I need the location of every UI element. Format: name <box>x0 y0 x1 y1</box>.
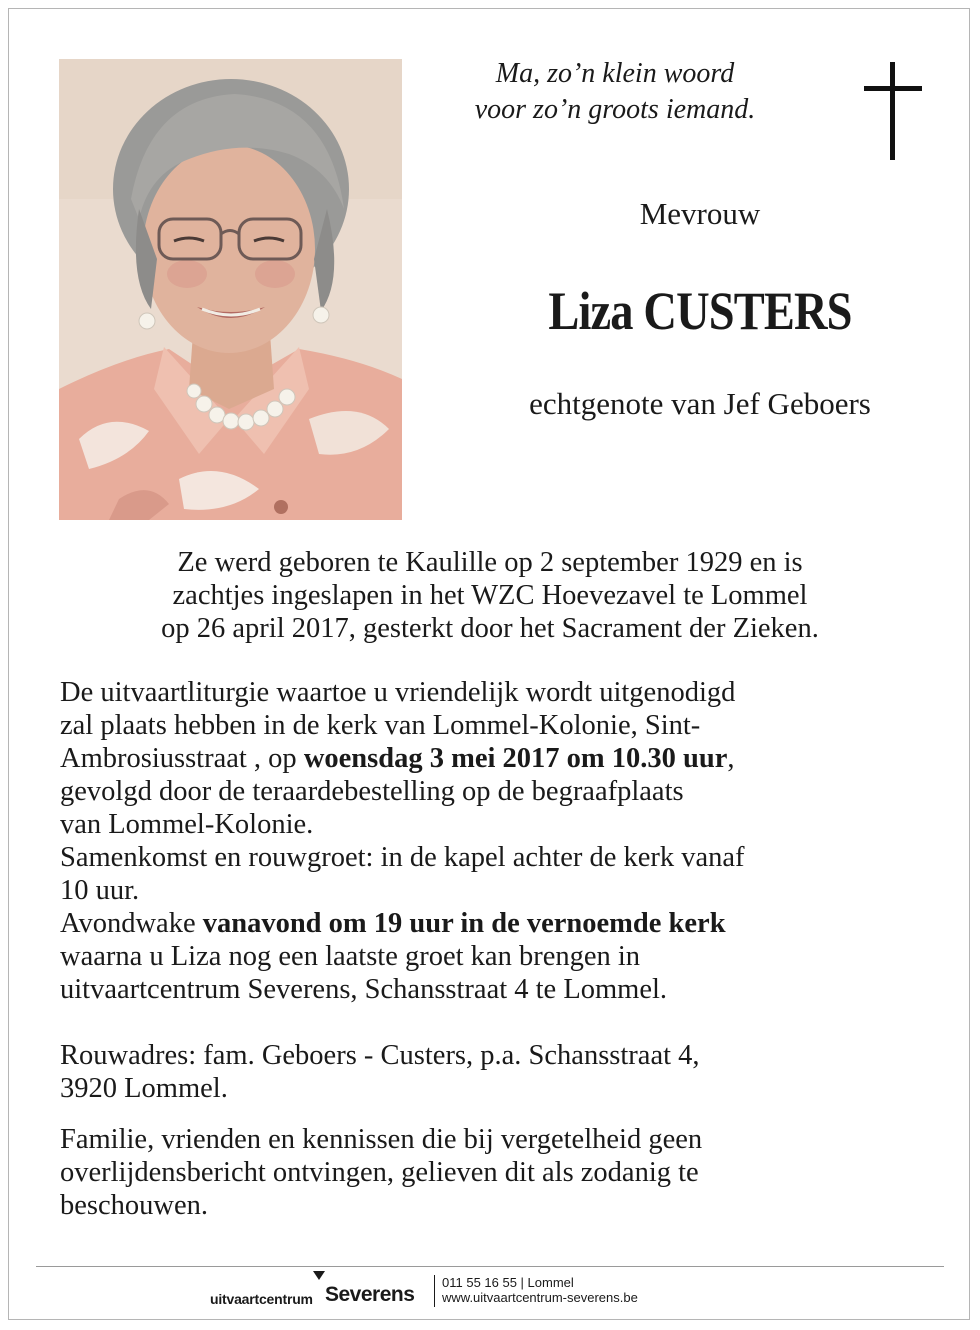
funeral-line-5: van Lommel-Kolonie. <box>60 809 314 840</box>
wake-datetime: vanavond om 19 uur in de vernoemde kerk <box>202 908 726 939</box>
portrait-photo <box>59 59 402 520</box>
footer-website[interactable]: www.uitvaartcentrum-severens.be <box>442 1290 638 1305</box>
closing-line-3: beschouwen. <box>60 1190 208 1221</box>
announcement-body <box>60 676 940 1222</box>
birth-death-paragraph <box>60 546 920 645</box>
funeral-line-4: gevolgd door de teraardebestelling op de begraafplaats <box>60 776 684 807</box>
honorific: Mevrouw <box>639 196 761 231</box>
funeral-line-3-end: , <box>727 743 735 774</box>
funeral-location-text: Ambrosiusstraat , op <box>60 743 304 774</box>
funeral-line-2: zal plaats hebben in de kerk van Lommel-Kolonie, Sint- <box>60 710 701 741</box>
spacer <box>60 1006 940 1039</box>
footer-separator <box>434 1275 435 1307</box>
wake-line-2: waarna u Liza nog een laatste groet kan brengen in <box>60 941 641 972</box>
portrait-image <box>59 59 402 520</box>
deceased-name: Liza CUSTERS <box>548 281 852 341</box>
footer-divider <box>36 1266 944 1267</box>
wake-line-3: uitvaartcentrum Severens, Schansstraat 4 te Lommel. <box>60 974 668 1005</box>
memorial-quote <box>440 56 790 128</box>
address-paragraph <box>60 1039 940 1105</box>
footer-phone-city: 011 55 16 55 | Lommel <box>442 1275 574 1290</box>
quote-line-1: Ma, zo’n klein woord <box>495 58 735 89</box>
funeral-line-3 <box>60 742 940 775</box>
gathering-paragraph <box>60 841 940 907</box>
triangle-down-icon <box>313 1271 325 1280</box>
cross-icon <box>864 62 922 160</box>
wake-line-1 <box>60 907 940 940</box>
wake-paragraph <box>60 907 940 1006</box>
closing-paragraph <box>60 1123 940 1222</box>
closing-line-1: Familie, vrienden en kennissen die bij vergetelheid geen <box>60 1124 703 1155</box>
address-line-2: 3920 Lommel. <box>60 1073 228 1104</box>
funeral-home-footer <box>210 1271 770 1319</box>
funeral-paragraph <box>60 676 940 841</box>
footer-contact <box>442 1275 638 1305</box>
footer-brand: Severens <box>325 1283 415 1306</box>
birth-line-1: Ze werd geboren te Kaulille op 2 september 1929 en is <box>177 547 803 578</box>
address-line-1: Rouwadres: fam. Geboers - Custers, p.a. Schansstraat 4, <box>60 1040 700 1071</box>
footer-prefix: uitvaartcentrum <box>210 1291 313 1307</box>
gathering-line-1: Samenkomst en rouwgroet: in de kapel achter de kerk vanaf <box>60 842 745 873</box>
quote-line-2: voor zo’n groots iemand. <box>474 94 756 125</box>
spacer-small <box>60 1105 940 1123</box>
birth-line-3: op 26 april 2017, gesterkt door het Sacrament der Zieken. <box>161 613 819 644</box>
gathering-line-2: 10 uur. <box>60 875 140 906</box>
spouse-line: echtgenote van Jef Geboers <box>529 386 871 421</box>
birth-line-2: zachtjes ingeslapen in het WZC Hoevezavel te Lommel <box>172 580 808 611</box>
closing-line-2: overlijdensbericht ontvingen, gelieven dit als zodanig te <box>60 1157 699 1188</box>
funeral-line-1: De uitvaartliturgie waartoe u vriendelijk wordt uitgenodigd <box>60 677 736 708</box>
funeral-datetime: woensdag 3 mei 2017 om 10.30 uur <box>303 743 728 774</box>
wake-label: Avondwake <box>60 908 203 939</box>
